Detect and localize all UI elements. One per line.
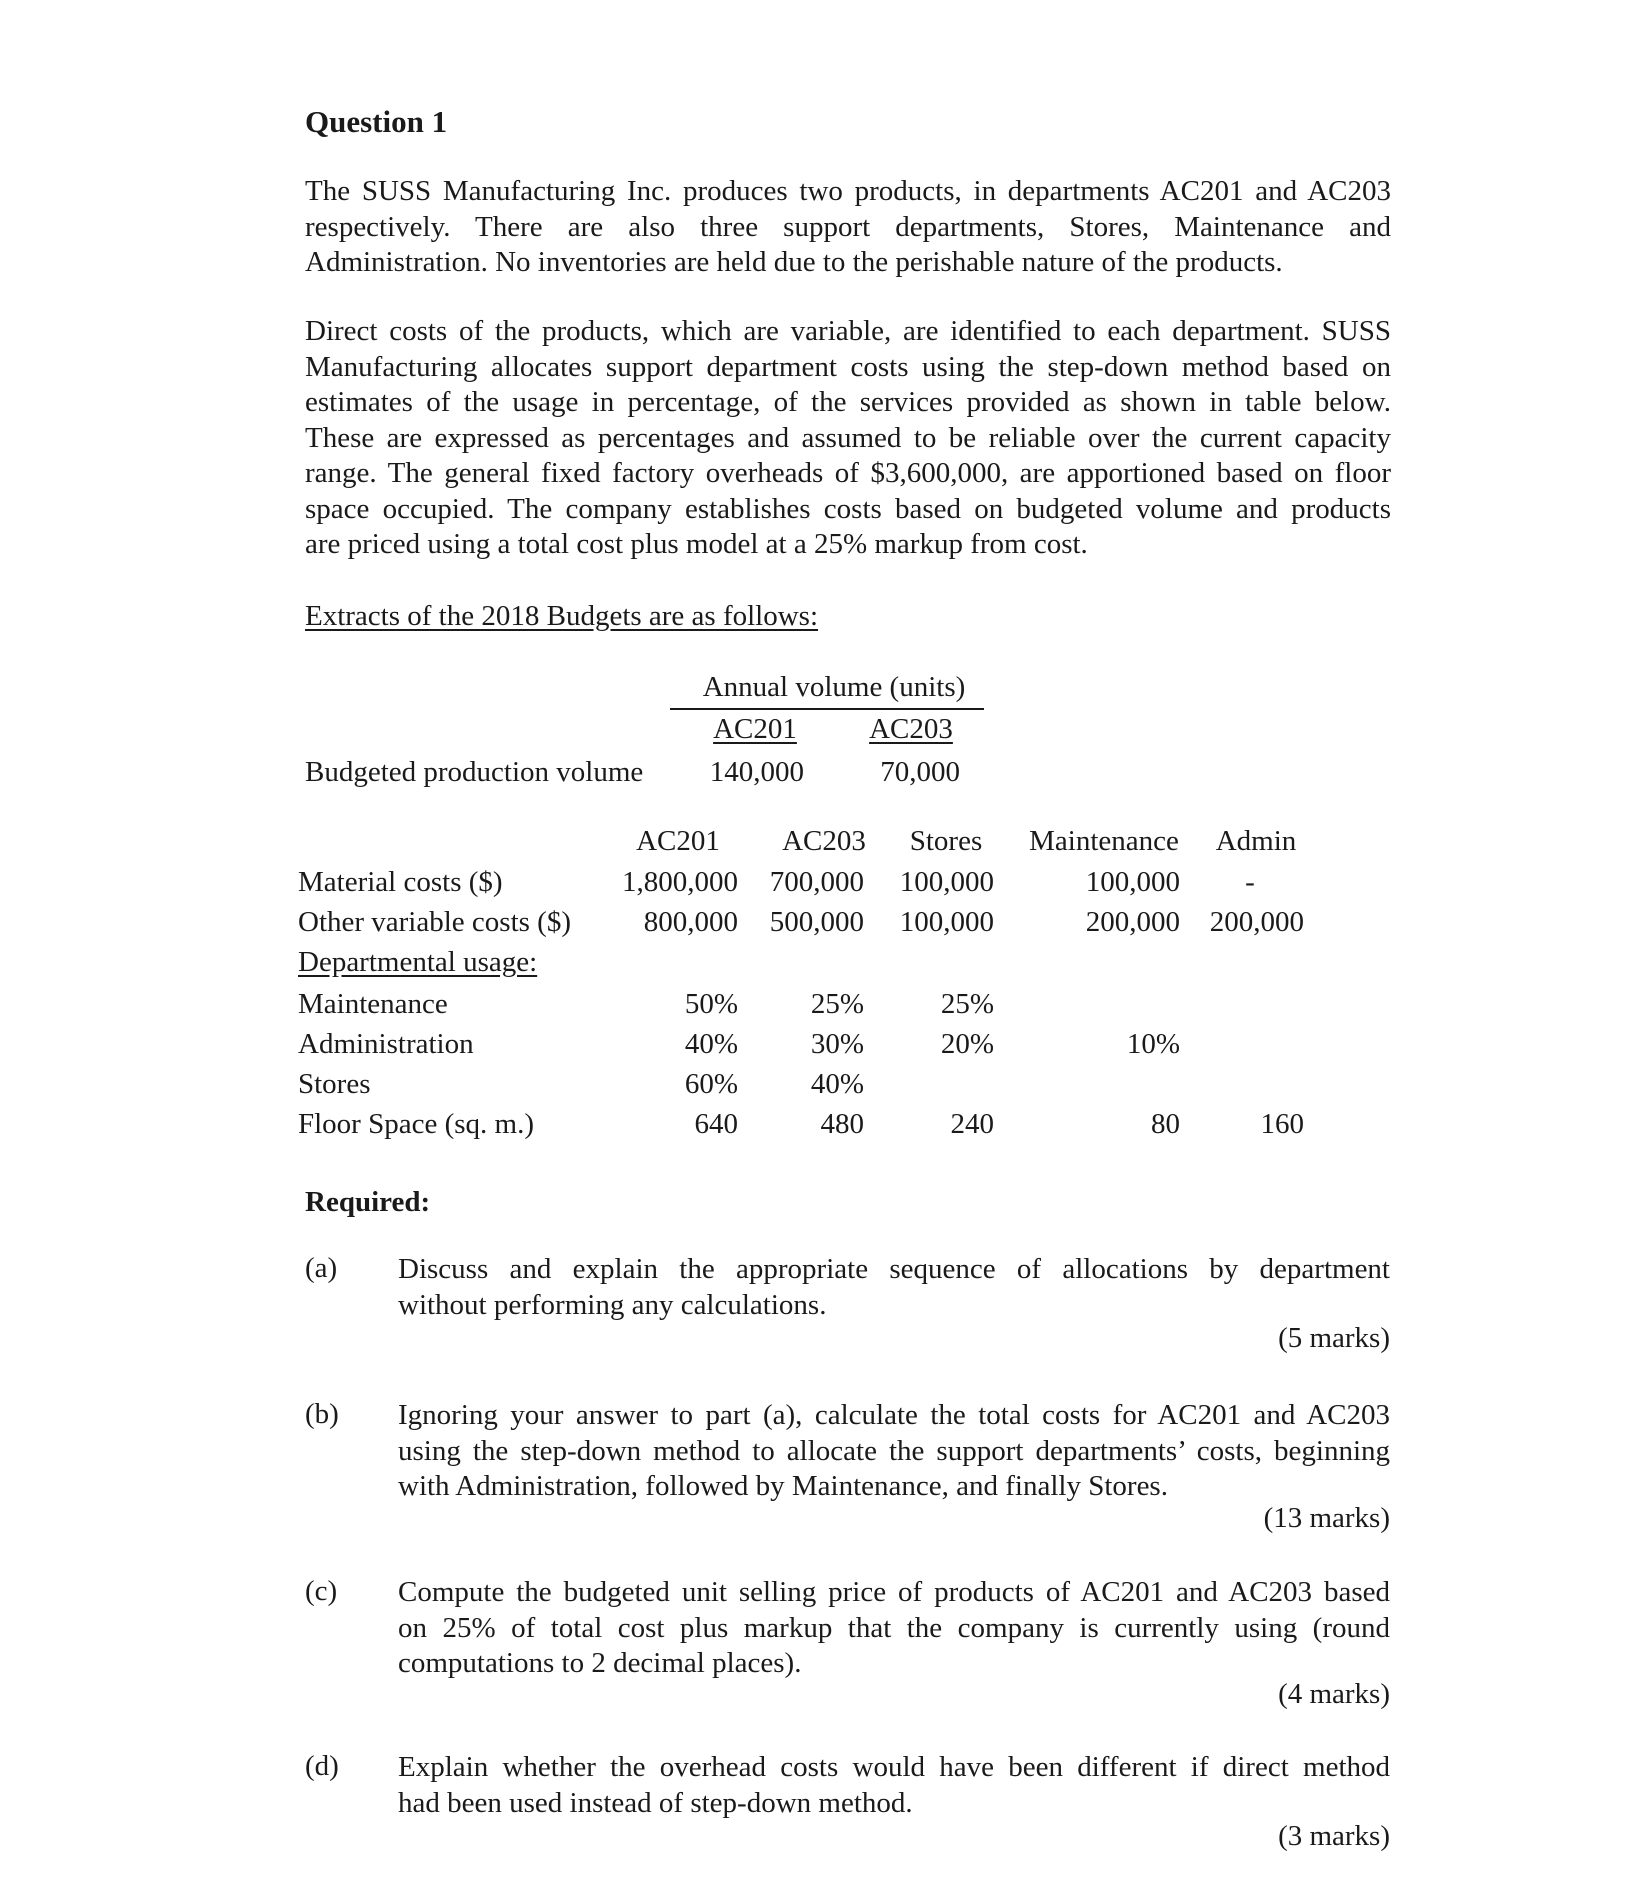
departmental-usage-heading: Departmental usage: <box>298 946 538 978</box>
question-b-marks: (13 marks) <box>1263 1502 1390 1534</box>
cost-header-ac201: AC201 <box>636 825 720 857</box>
cost-cell: 100,000 <box>899 906 994 938</box>
text-line: respectively. There are also three support departments, Stores, Maintenance and <box>305 210 1391 243</box>
text-line: The SUSS Manufacturing Inc. produces two products, in departments AC201 and AC203 <box>305 175 1391 207</box>
cost-header-maintenance: Maintenance <box>1029 825 1179 857</box>
cost-cell: 200,000 <box>1209 906 1304 938</box>
question-d-marks: (3 marks) <box>1278 1820 1390 1852</box>
text-line: Compute the budgeted unit selling price of products of AC201 and AC203 based <box>398 1576 1390 1608</box>
text-line: computations to 2 decimal places). <box>398 1647 802 1679</box>
cost-row-label: Administration <box>298 1028 474 1060</box>
cost-row-label: Stores <box>298 1068 371 1100</box>
text-line: space occupied. The company establishes costs based on budgeted volume and products <box>305 492 1391 525</box>
cost-cell: 40% <box>684 1028 738 1060</box>
question-d-label: (d) <box>305 1750 339 1782</box>
question-a-marks: (5 marks) <box>1278 1322 1390 1354</box>
cost-cell: 40% <box>810 1068 864 1100</box>
text-line: Manufacturing allocates support department costs using the step-down method based on <box>305 350 1391 383</box>
cost-cell: 160 <box>1260 1108 1304 1140</box>
cost-cell: 100,000 <box>899 866 994 898</box>
text-line: Ignoring your answer to part (a), calculate the total costs for AC201 and AC203 <box>398 1399 1390 1431</box>
text-line: These are expressed as percentages and assumed to be reliable over the current capacity <box>305 421 1391 454</box>
question-title: Question 1 <box>305 104 448 139</box>
text-line: on 25% of total cost plus markup that the company is currently using (round <box>398 1611 1390 1644</box>
cost-cell: 25% <box>940 988 994 1020</box>
cost-cell: 500,000 <box>769 906 864 938</box>
question-c-label: (c) <box>305 1575 338 1607</box>
volume-header-rule <box>670 708 984 710</box>
question-d-text <box>398 1750 1390 1821</box>
question-b-text <box>398 1398 1390 1505</box>
intro-paragraph-2 <box>305 314 1391 563</box>
volume-col-ac203: AC203 <box>869 713 953 745</box>
cost-cell: 30% <box>810 1028 864 1060</box>
cost-cell: 100,000 <box>1085 866 1180 898</box>
text-line: Explain whether the overhead costs would have been different if direct method <box>398 1751 1390 1783</box>
volume-col-ac201: AC201 <box>713 713 797 745</box>
intro-paragraph-1 <box>305 174 1391 281</box>
text-line: had been used instead of step-down method. <box>398 1786 913 1819</box>
cost-cell: 20% <box>940 1028 994 1060</box>
cost-cell: 480 <box>820 1108 864 1140</box>
volume-value-ac201: 140,000 <box>709 756 804 788</box>
cost-header-admin: Admin <box>1215 825 1297 857</box>
required-heading: Required: <box>305 1186 431 1218</box>
cost-cell: 80 <box>1151 1108 1180 1140</box>
text-line: with Administration, followed by Maintenance, and finally Stores. <box>398 1470 1168 1502</box>
cost-row-label: Material costs ($) <box>298 866 503 898</box>
cost-row-label: Other variable costs ($) <box>298 906 571 938</box>
text-line: Discuss and explain the appropriate sequence of allocations by department <box>398 1253 1390 1285</box>
cost-cell: - <box>1245 866 1255 898</box>
cost-row-label: Maintenance <box>298 988 448 1020</box>
text-line: using the step-down method to allocate the support departments’ costs, beginning <box>398 1434 1390 1467</box>
cost-cell: 200,000 <box>1085 906 1180 938</box>
cost-cell: 25% <box>810 988 864 1020</box>
cost-cell: 60% <box>684 1068 738 1100</box>
text-line: are priced using a total cost plus model at a 25% markup from cost. <box>305 528 1088 560</box>
text-line: range. The general fixed factory overheads of $3,600,000, are apportioned based on floor <box>305 457 1391 489</box>
cost-cell: 640 <box>694 1108 738 1140</box>
text-line: without performing any calculations. <box>398 1288 827 1321</box>
cost-header-stores: Stores <box>909 825 983 857</box>
volume-group-header: Annual volume (units) <box>702 671 966 703</box>
question-c-text <box>398 1575 1390 1682</box>
question-a-text <box>398 1252 1390 1323</box>
extracts-heading: Extracts of the 2018 Budgets are as follows: <box>305 600 819 632</box>
volume-row-label: Budgeted production volume <box>305 756 644 788</box>
cost-cell: 10% <box>1126 1028 1180 1060</box>
volume-value-ac203: 70,000 <box>880 756 960 788</box>
text-line: Administration. No inventories are held due to the perishable nature of the products. <box>305 246 1283 278</box>
question-b-label: (b) <box>305 1398 339 1430</box>
text-line: estimates of the usage in percentage, of the services provided as shown in table below. <box>305 386 1391 418</box>
question-a-label: (a) <box>305 1252 338 1284</box>
cost-cell: 1,800,000 <box>622 866 738 898</box>
cost-cell: 50% <box>684 988 738 1020</box>
cost-header-ac203: AC203 <box>782 825 866 857</box>
question-c-marks: (4 marks) <box>1278 1678 1390 1710</box>
cost-cell: 240 <box>950 1108 994 1140</box>
cost-cell: 700,000 <box>769 866 864 898</box>
cost-row-label: Floor Space (sq. m.) <box>298 1108 534 1140</box>
cost-cell: 800,000 <box>643 906 738 938</box>
text-line: Direct costs of the products, which are variable, are identified to each department. SUSS <box>305 315 1391 347</box>
